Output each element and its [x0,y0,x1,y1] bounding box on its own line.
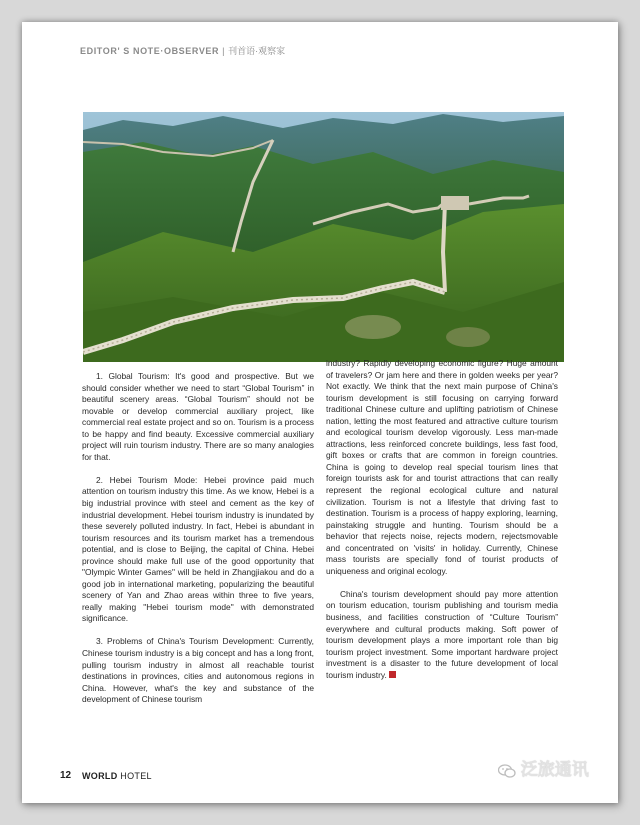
section-title-en: EDITOR' S NOTE·OBSERVER [80,46,220,56]
left-column [82,371,314,706]
page-number: 12 [60,770,72,781]
paragraph-problems-tourism: 3. Problems of China's Tourism Development: Currently, Chinese tourism industry is a big concept and has a long front, pulling tourism industry in almost all reachable tourist destinations in provinces, cities and autonomous regions in China. However, what's the key and substance of the development of Chinese tourism [82,636,314,705]
wechat-icon [498,764,516,778]
paragraph-conclusion [326,589,558,681]
header-separator: | [222,46,226,56]
great-wall-photo [83,112,564,362]
end-mark-icon [389,671,396,678]
magazine-name-bold: WORLD [82,771,118,781]
watermark [498,755,589,780]
paragraph-global-tourism: 1. Global Tourism: It's good and prospective. But we should consider whether we need to start “Global Tourism” in beautiful scenery areas. “Global Tourism” should not be movable or develop commercial auxiliary project, like commercial real estate project and so on. Tourism is a process to be happy and find beauty. Excessive commercial auxiliary project will ruin tourism industry. There are so many analogies for that. [82,371,314,462]
magazine-name [82,771,152,781]
paragraph-conclusion-text: China's tourism development should pay more attention on tourism education, tourism publishing and tourism media business, and facilities construction of “Culture Tourism” everywhere and cultural products making. Soft power of tourism development plays a more important role than big tourism project investment. Some important hardware project investment is a disaster to the future development of local tourism industry. [326,588,558,680]
magazine-name-rest: HOTEL [117,771,152,781]
right-column [326,358,558,681]
section-title-cn: 刊首语·观察家 [228,46,286,56]
paragraph-hebei-tourism-mode: 2. Hebei Tourism Mode: Hebei province paid much attention on tourism industry this time. As we know, Hebei is a big industrial province with steel and cement as the key of industrial development. Hebei tourism industry is inundated by these severely polluted industry. In fact, Hebei is abundant in tourism resources and its tourism market has a tremendous potential, and is close to Beijing, the capital of China. Hebei province should make full use of the good opportunity that "Olympic Winter Games" will be held in Zhangjiakou and do a good job in international marketing, popularizing the beautiful scenery of Yan and Zhao areas within three to five years, really making "Hebei tourism mode" with demonstrated significance. [82,474,314,624]
section-header [80,44,285,57]
magazine-page [22,22,618,803]
paragraph-continued: industry? Rapidly developing economic figure? Huge amount of travelers? Or jam here and there in golden weeks per year? Not exactly. We think that the next main purpose of China's tourism development is still focusing on carrying forward traditional Chinese culture and uplifting patriotism of Chinese nation, letting the most featured and attractive culture tourism and ecological tourism develop vigorously. Less man-made attractions, less reinforced concrete buildings, less fast food, gift boxes or crafts that are common in foreign countries. China is going to develop real special tourism lines that foreign tourists ask for and tourist attractions that can really represent the regional ecological culture and natural civilization. Tourism is not a lifestyle that driving fast to destination. Tourism is a process of happy exploring, learning, painstaking struggle and hunting. Tourism should be a behavior that rejects noise, rejects modern, rejectsmovable and concentrated on 'visits' in holiday. Currently, Chinese mass tourists are specially fond of tourist products of uniqueness and original ecology. [326,358,558,576]
watermark-text: 泛旅通讯 [520,760,589,779]
